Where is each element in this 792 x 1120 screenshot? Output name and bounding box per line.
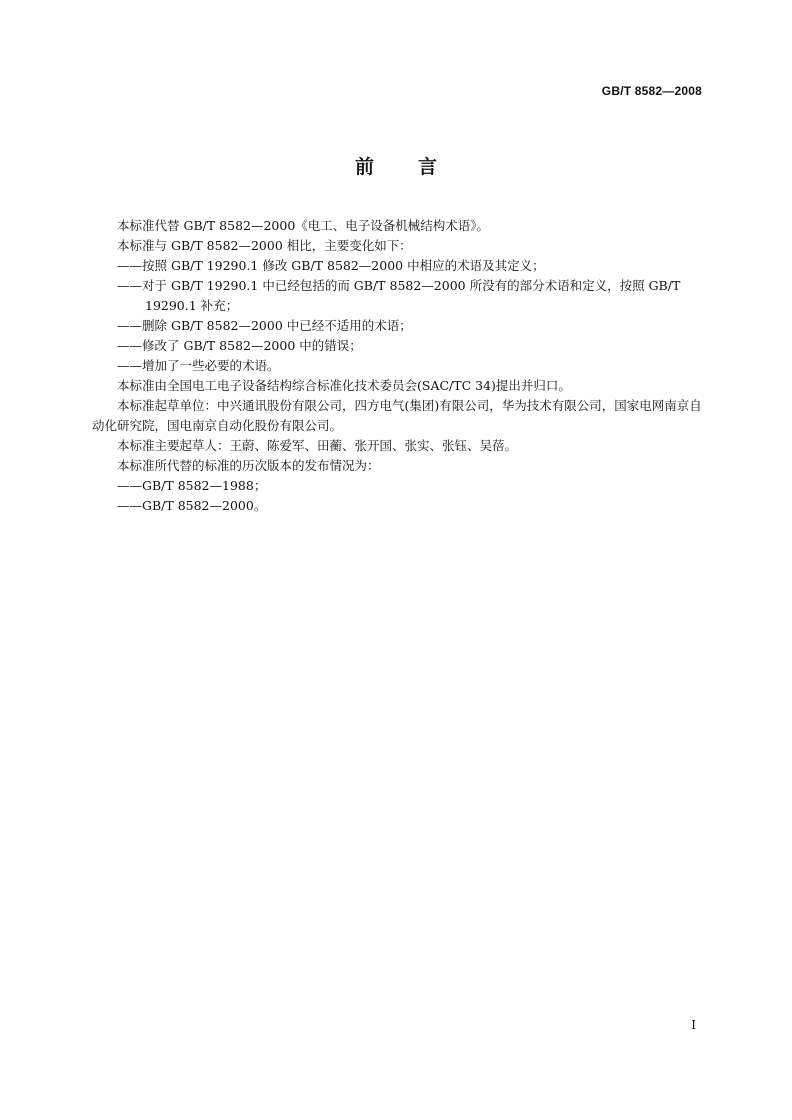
paragraph-proposer: 本标准由全国电工电子设备结构综合标准化技术委员会(SAC/TC 34)提出并归口。 <box>117 378 571 393</box>
history-item: ——GB/T 8582—2000。 <box>117 498 267 513</box>
foreword-body <box>92 216 704 516</box>
document-code: GB/T 8582—2008 <box>601 84 702 98</box>
paragraph-replaces: 本标准代替 GB/T 8582—2000《电工、电子设备机械结构术语》。 <box>117 218 490 233</box>
change-item: ——删除 GB/T 8582—2000 中已经不适用的术语； <box>117 318 412 333</box>
title-char-2: 言 <box>418 156 438 178</box>
page-title <box>0 152 792 179</box>
history-item: ——GB/T 8582—1988； <box>117 478 267 493</box>
page-number: I <box>691 1018 696 1032</box>
paragraph-history-intro: 本标准所代替的标准的历次版本的发布情况为： <box>117 458 380 473</box>
title-char-1: 前 <box>354 156 374 178</box>
change-item: ——对于 GB/T 19290.1 中已经包括的而 GB/T 8582—2000 所没有的部分术语和定义，按照 GB/T 19290.1 补充； <box>117 278 681 313</box>
paragraph-drafting-units: 本标准起草单位：中兴通讯股份有限公司，四方电气(集团)有限公司，华为技术有限公司，国家电网南京自动化研究院，国电南京自动化股份有限公司。 <box>92 398 702 433</box>
change-item: ——修改了 GB/T 8582—2000 中的错误； <box>117 338 362 353</box>
change-item: ——增加了一些必要的术语。 <box>117 358 280 373</box>
paragraph-changes-intro: 本标准与 GB/T 8582—2000 相比，主要变化如下： <box>117 238 412 253</box>
change-item: ——按照 GB/T 19290.1 修改 GB/T 8582—2000 中相应的术语及其定义； <box>117 258 545 273</box>
paragraph-drafters: 本标准主要起草人：王蔚、陈爱军、田蘅、张开国、张实、张钰、吴蓓。 <box>117 438 518 453</box>
